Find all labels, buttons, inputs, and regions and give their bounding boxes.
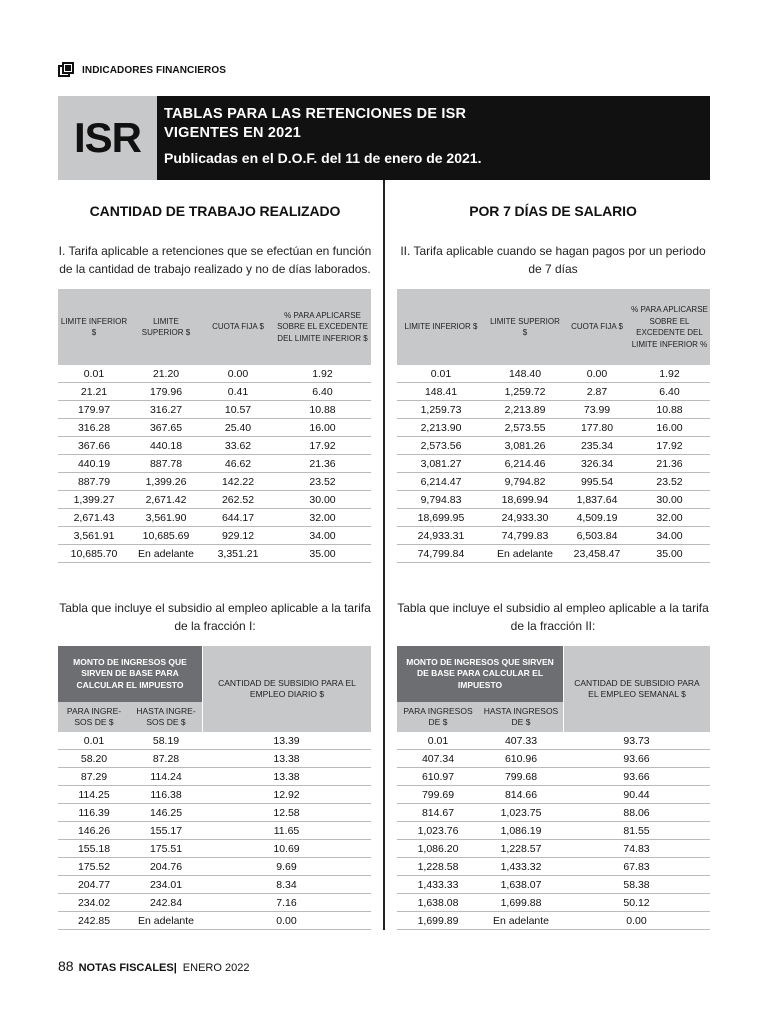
table-cell: 3,351.21 — [217, 547, 259, 560]
table-cell: 814.66 — [504, 788, 538, 801]
table-cell: 0.01 — [427, 734, 449, 747]
table-row — [58, 750, 371, 768]
table-cell: 9.69 — [276, 860, 297, 873]
table-cell: 1.92 — [659, 367, 680, 380]
right-column-heading: POR 7 DÍAS DE SALARIO — [469, 203, 637, 219]
table-cell: 114.24 — [150, 770, 182, 783]
table-cell: 887.78 — [149, 457, 183, 470]
table-row — [397, 804, 710, 822]
table-cell: 10,685.70 — [70, 547, 118, 560]
table-cell: 30.00 — [656, 493, 683, 506]
table-row — [397, 437, 710, 455]
table-cell: 0.41 — [227, 385, 249, 398]
table-cell: 93.66 — [623, 752, 650, 765]
table-row — [58, 491, 371, 509]
header-cantidad-subsidio: CANTIDAD DE SUBSIDIO PARA EL EMPLEO SEMANAL $ — [563, 646, 710, 732]
table-row — [397, 527, 710, 545]
header-cuota-fija: CUOTA FIJA $ — [212, 322, 264, 332]
table-row — [58, 804, 371, 822]
table-row — [58, 732, 371, 750]
table-cell: 887.79 — [77, 475, 111, 488]
table-row — [397, 455, 710, 473]
table-row — [58, 473, 371, 491]
table-cell: 204.77 — [77, 878, 111, 891]
table-cell: 1,433.32 — [500, 860, 542, 873]
table-cell: 1,433.33 — [417, 878, 459, 891]
table-cell: 67.83 — [623, 860, 650, 873]
table-cell: 12.58 — [273, 806, 300, 819]
table-cell: 73.99 — [583, 403, 611, 416]
table-cell: 1,699.88 — [500, 896, 542, 909]
left-column-heading: CANTIDAD DE TRABAJO REALIZADO — [89, 203, 341, 219]
table-row — [58, 912, 371, 930]
table-cell: 21.20 — [152, 367, 180, 380]
table-header — [58, 289, 371, 365]
right-column-intro: II. Tarifa aplicable cuando se hagan pagos por un periodo de 7 días — [400, 244, 706, 276]
table-cell: 0.00 — [586, 367, 608, 380]
table-row — [58, 822, 371, 840]
table-cell: 1,399.26 — [145, 475, 187, 488]
table-cell: 6,503.84 — [576, 529, 618, 542]
table-cell: 0.00 — [626, 914, 647, 927]
table-cell: 1,023.76 — [417, 824, 459, 837]
table-cell: 32.00 — [656, 511, 683, 524]
table-cell: 1,228.58 — [417, 860, 459, 873]
header-cantidad-subsidio: CANTIDAD DE SUBSIDIO PARA EL EMPLEO DIARIO $ — [202, 646, 371, 732]
table-cell: 116.39 — [78, 806, 110, 819]
table-cell: 33.62 — [224, 439, 252, 452]
table-cell: 87.29 — [80, 770, 108, 783]
table-cell: 0.01 — [83, 734, 105, 747]
table-row — [397, 732, 710, 750]
table-cell: 4,509.19 — [576, 511, 618, 524]
table-cell: 25.40 — [224, 421, 252, 434]
table-cell: 175.52 — [77, 860, 111, 873]
table-cell: 175.51 — [149, 842, 183, 855]
publication-name: NOTAS FISCALES| — [78, 962, 177, 974]
section-title: INDICADORES FINANCIEROS — [82, 64, 226, 76]
table-header — [397, 289, 710, 365]
table-body — [58, 365, 371, 563]
table-cell: 21.36 — [656, 457, 683, 470]
table-row — [58, 365, 371, 383]
table-row — [397, 894, 710, 912]
table-cell: 6,214.46 — [504, 457, 546, 470]
table-cell: 23.52 — [309, 475, 336, 488]
table-cell: 1,837.64 — [576, 493, 618, 506]
table-row — [397, 876, 710, 894]
table-cell: 30.00 — [309, 493, 336, 506]
table-cell: 3,561.90 — [145, 511, 187, 524]
page-number: 88 — [58, 958, 74, 974]
table-row — [397, 365, 710, 383]
table-cell: 21.21 — [80, 385, 108, 398]
table-cell: 6,214.47 — [420, 475, 462, 488]
table-cell: 1,259.73 — [420, 403, 462, 416]
table-row — [58, 858, 371, 876]
issue-date: ENERO 2022 — [182, 962, 250, 974]
table-cell: 316.27 — [149, 403, 183, 416]
table-cell: 204.76 — [149, 860, 183, 873]
table-cell: 6.40 — [659, 385, 680, 398]
section-icon — [58, 62, 74, 78]
table-cell: En adelante — [492, 914, 550, 927]
title-line-2: VIGENTES EN 2021 — [164, 125, 301, 141]
table-cell: 316.28 — [77, 421, 111, 434]
table-cell: 148.40 — [508, 367, 542, 380]
left-subsidy-caption: Tabla que incluye el subsidio al empleo aplicable a la tarifa de la fracción I: — [59, 601, 371, 633]
header-limite-superior: LIMITE SUPERIOR $ — [141, 316, 191, 337]
table-cell: 74.83 — [623, 842, 650, 855]
table-cell: 74,799.84 — [417, 547, 465, 560]
table-cell: 1,399.27 — [73, 493, 115, 506]
table-cell: 10.57 — [224, 403, 252, 416]
table-row — [397, 786, 710, 804]
table-cell: 21.36 — [309, 457, 336, 470]
table-cell: 32.00 — [309, 511, 336, 524]
table-row — [58, 545, 371, 563]
table-cell: 367.66 — [77, 439, 111, 452]
title-line-1: TABLAS PARA LAS RETENCIONES DE ISR — [164, 106, 467, 122]
table-cell: 93.73 — [623, 734, 650, 747]
table-cell: En adelante — [137, 914, 195, 927]
table-cell: 35.00 — [309, 547, 336, 560]
table-cell: 87.28 — [152, 752, 180, 765]
header-para-ingresos: PARA INGRE- SOS DE $ — [66, 706, 122, 727]
table-cell: 17.92 — [309, 439, 336, 452]
table-row — [397, 912, 710, 930]
table-cell: 24,933.31 — [417, 529, 465, 542]
isr-tag: ISR — [73, 114, 141, 161]
table-cell: 3,081.27 — [420, 457, 462, 470]
table-cell: 179.96 — [149, 385, 183, 398]
table-cell: 2.87 — [586, 385, 608, 398]
table-cell: 7.16 — [276, 896, 297, 909]
table-cell: En adelante — [137, 547, 195, 560]
table-cell: 23,458.47 — [573, 547, 621, 560]
table-cell: 58.38 — [623, 878, 650, 891]
table-cell: 234.01 — [149, 878, 183, 891]
table-cell: 326.34 — [580, 457, 614, 470]
table-row — [397, 419, 710, 437]
subsidy-table-right — [397, 646, 710, 930]
table-cell: 116.38 — [150, 788, 182, 801]
header-hasta-ingresos: HASTA INGRESOS DE $ — [483, 706, 559, 727]
table-cell: 262.52 — [221, 493, 255, 506]
table-row — [58, 509, 371, 527]
table-cell: 0.01 — [83, 367, 105, 380]
table-cell: 440.19 — [77, 457, 111, 470]
table-cell: 24,933.30 — [501, 511, 549, 524]
header-porcentaje: % PARA APLICARSE SOBRE EL EXCEDENTE DEL LIMITE INFERIOR $ — [277, 310, 368, 343]
table-cell: 10.69 — [273, 842, 300, 855]
table-cell: 234.02 — [77, 896, 111, 909]
table-cell: En adelante — [496, 547, 554, 560]
table-cell: 2,671.42 — [145, 493, 187, 506]
header-limite-inferior: LIMITE INFERIOR $ — [60, 316, 128, 337]
table-cell: 242.85 — [77, 914, 111, 927]
table-cell: 12.92 — [273, 788, 300, 801]
table-cell: 11.65 — [273, 824, 300, 837]
table-cell: 2,671.43 — [73, 511, 115, 524]
table-cell: 440.18 — [149, 439, 183, 452]
table-cell: 610.96 — [504, 752, 538, 765]
table-cell: 367.65 — [149, 421, 183, 434]
table-cell: 16.00 — [309, 421, 336, 434]
table-cell: 995.54 — [580, 475, 614, 488]
table-row — [397, 383, 710, 401]
table-cell: 155.17 — [149, 824, 183, 837]
table-cell: 814.67 — [421, 806, 455, 819]
table-cell: 58.20 — [80, 752, 108, 765]
table-row — [58, 876, 371, 894]
table-row — [397, 750, 710, 768]
table-cell: 16.00 — [656, 421, 683, 434]
header-monto-ingresos: MONTO DE INGRESOS QUE SIRVEN DE BASE PARA CALCULAR EL IMPUESTO — [397, 646, 563, 702]
table-row — [397, 401, 710, 419]
running-header — [58, 61, 226, 79]
table-cell: 1,259.72 — [504, 385, 546, 398]
table-cell: 610.97 — [421, 770, 455, 783]
table-cell: 10,685.69 — [142, 529, 190, 542]
table-row — [397, 768, 710, 786]
table-cell: 3,561.91 — [73, 529, 115, 542]
table-cell: 10.88 — [656, 403, 683, 416]
table-cell: 0.00 — [276, 914, 297, 927]
table-cell: 9,794.82 — [504, 475, 546, 488]
column-divider — [383, 180, 385, 930]
table-cell: 46.62 — [224, 457, 252, 470]
table-row — [58, 786, 371, 804]
table-row — [58, 894, 371, 912]
table-cell: 10.88 — [309, 403, 336, 416]
table-cell: 35.00 — [656, 547, 683, 560]
table-body — [58, 732, 371, 930]
table-cell: 2,573.55 — [504, 421, 546, 434]
isr-rate-table-left — [58, 289, 371, 563]
header-limite-superior: LIMITE SUPERIOR $ — [490, 316, 560, 337]
header-cuota-fija: CUOTA FIJA $ — [571, 322, 623, 332]
table-row — [58, 455, 371, 473]
table-row — [397, 822, 710, 840]
table-cell: 50.12 — [623, 896, 650, 909]
right-subsidy-caption: Tabla que incluye el subsidio al empleo aplicable a la tarifa de la fracción II: — [397, 601, 709, 633]
table-body — [397, 365, 710, 563]
table-row — [397, 509, 710, 527]
table-cell: 929.12 — [221, 529, 255, 542]
table-cell: 9,794.83 — [420, 493, 462, 506]
table-cell: 235.34 — [580, 439, 614, 452]
table-cell: 0.01 — [430, 367, 452, 380]
table-row — [58, 383, 371, 401]
page-footer — [58, 958, 249, 974]
table-cell: 644.17 — [221, 511, 255, 524]
table-cell: 88.06 — [623, 806, 650, 819]
title-subtitle: Publicadas en el D.O.F. del 11 de enero de 2021. — [164, 150, 482, 166]
table-cell: 148.41 — [424, 385, 458, 398]
table-row — [58, 437, 371, 455]
table-cell: 1,228.57 — [500, 842, 542, 855]
table-cell: 13.39 — [273, 734, 300, 747]
table-cell: 8.34 — [276, 878, 297, 891]
table-cell: 1,086.20 — [417, 842, 459, 855]
table-cell: 18,699.95 — [417, 511, 465, 524]
header-limite-inferior: LIMITE INFERIOR $ — [404, 322, 478, 332]
table-cell: 74,799.83 — [501, 529, 549, 542]
header-monto-ingresos: MONTO DE INGRESOS QUE SIRVEN DE BASE PARA CALCULAR EL IMPUESTO — [58, 646, 202, 702]
table-cell: 799.68 — [504, 770, 538, 783]
table-row — [58, 401, 371, 419]
table-cell: 242.84 — [149, 896, 183, 909]
table-row — [397, 491, 710, 509]
table-body — [397, 732, 710, 930]
table-row — [58, 419, 371, 437]
table-cell: 90.44 — [623, 788, 650, 801]
title-banner — [157, 96, 710, 180]
table-cell: 1,638.07 — [500, 878, 542, 891]
left-column-intro: I. Tarifa aplicable a retenciones que se efectúan en función de la cantidad de trabajo realizado y no de días laborados. — [58, 244, 372, 276]
table-cell: 146.25 — [149, 806, 183, 819]
table-cell: 407.34 — [421, 752, 455, 765]
table-cell: 0.00 — [227, 367, 249, 380]
table-cell: 177.80 — [580, 421, 614, 434]
header-porcentaje: % PARA APLICARSE SOBRE EL EXCEDENTE DEL LIMITE INFERIOR % — [631, 305, 708, 349]
table-cell: 407.33 — [504, 734, 538, 747]
table-row — [397, 473, 710, 491]
table-header — [58, 646, 371, 732]
header-para-ingresos: PARA INGRESOS DE $ — [403, 706, 473, 727]
table-row — [397, 840, 710, 858]
subsidy-table-left — [58, 646, 371, 930]
table-cell: 799.69 — [421, 788, 455, 801]
table-row — [58, 768, 371, 786]
table-row — [58, 527, 371, 545]
table-cell: 1,638.08 — [417, 896, 459, 909]
table-cell: 17.92 — [656, 439, 683, 452]
table-cell: 93.66 — [623, 770, 650, 783]
table-header — [397, 646, 710, 732]
table-cell: 23.52 — [656, 475, 683, 488]
isr-rate-table-right — [397, 289, 710, 563]
table-cell: 146.26 — [77, 824, 111, 837]
header-hasta-ingresos: HASTA INGRE- SOS DE $ — [136, 706, 196, 727]
table-cell: 13.38 — [273, 770, 300, 783]
table-cell: 3,081.26 — [504, 439, 546, 452]
table-cell: 142.22 — [221, 475, 255, 488]
table-cell: 34.00 — [656, 529, 683, 542]
table-cell: 58.19 — [152, 734, 180, 747]
table-cell: 1,699.89 — [417, 914, 459, 927]
table-row — [397, 858, 710, 876]
table-cell: 18,699.94 — [501, 493, 549, 506]
table-cell: 2,213.90 — [420, 421, 462, 434]
table-cell: 179.97 — [77, 403, 111, 416]
table-cell: 13.38 — [273, 752, 300, 765]
table-cell: 1.92 — [312, 367, 333, 380]
table-cell: 114.25 — [78, 788, 110, 801]
table-cell: 1,086.19 — [500, 824, 542, 837]
isr-tag-block — [58, 96, 157, 180]
table-cell: 6.40 — [312, 385, 333, 398]
table-cell: 81.55 — [623, 824, 650, 837]
table-row — [397, 545, 710, 563]
table-cell: 1,023.75 — [500, 806, 542, 819]
table-cell: 34.00 — [309, 529, 336, 542]
table-cell: 2,573.56 — [420, 439, 462, 452]
table-row — [58, 840, 371, 858]
table-cell: 2,213.89 — [504, 403, 546, 416]
table-cell: 155.18 — [77, 842, 111, 855]
